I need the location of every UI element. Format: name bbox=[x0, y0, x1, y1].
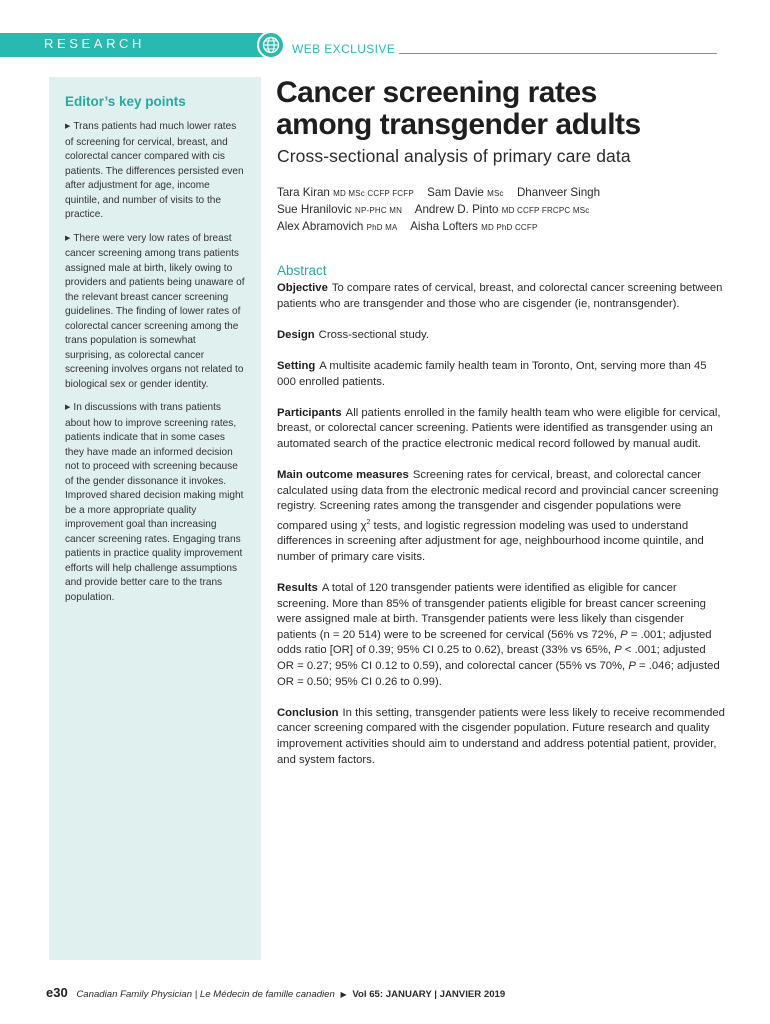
author-name: Tara Kiran bbox=[277, 186, 330, 199]
sidebar-title: Editor’s key points bbox=[65, 94, 186, 109]
key-point: ▶ Trans patients had much lower rates of screening for cervical, breast, and colorectal cancer compared with cis patients. The differences persisted even after adjustment for age, income quintile, and number of visits to the practice. bbox=[65, 121, 244, 220]
abstract-participants: Participants All patients enrolled in the family health team who were eligible for cervical, breast, or colorectal cancer screening. Patients were identified as transgender using an automated search of the practice electronic medical record followed by manual audit. bbox=[277, 406, 721, 450]
author-name: Andrew D. Pinto bbox=[414, 203, 499, 216]
author-row bbox=[277, 219, 737, 236]
author-name: Aisha Lofters bbox=[410, 220, 478, 233]
globe-icon bbox=[257, 31, 285, 59]
abstract-main-outcome-measures: Main outcome measures Screening rates for cervical, breast, and colorectal cancer calculated using data from the electronic medical record and provincial cancer screening registry. Screening rates among the transgender and cisgender populations were compared using $\chi^2$ tests, and logistic regression modeling was used to understand differences in screening after adjustment for age, neighbourhood income quintile, and number of primary care visits. bbox=[277, 469, 719, 563]
journal-name: Canadian Family Physician | Le Médecin de famille canadien bbox=[76, 989, 335, 1000]
author-name: Dhanveer Singh bbox=[516, 186, 601, 199]
page-number: e30 bbox=[46, 985, 68, 1000]
abstract-setting: Setting A multisite academic family health team in Toronto, Ont, serving more than 45 000 enrolled patients. bbox=[277, 359, 707, 388]
author-credentials: MD MSc CCFP FCFP bbox=[333, 189, 414, 198]
key-point: ▶ There were very low rates of breast cancer screening among trans patients assigned male at birth, likely owing to providers and patients being unaware of the relevant breast cancer screening guidelines. The finding of lower rates of colorectal cancer screening among the trans population is somewhat surprising, as colorectal cancer screening involves organs not related to biological sex or gender identity. bbox=[65, 232, 245, 390]
bullet-icon: ▶ bbox=[65, 404, 71, 411]
editors-key-points-box bbox=[49, 77, 261, 960]
web-exclusive-label: WEB EXCLUSIVE bbox=[292, 42, 396, 56]
bullet-icon: ▶ bbox=[65, 234, 71, 242]
author-credentials: MD PhD CCFP bbox=[481, 223, 538, 232]
page-footer bbox=[46, 985, 505, 1000]
author-row bbox=[277, 202, 737, 219]
bullet-icon: ▶ bbox=[65, 123, 71, 130]
author-row bbox=[277, 185, 737, 202]
abstract-design: Design Cross-sectional study. bbox=[277, 328, 429, 341]
author-credentials: MSc bbox=[487, 189, 504, 198]
author-credentials: NP-PHC MN bbox=[354, 206, 403, 215]
author-name: Sam Davie bbox=[427, 186, 484, 199]
author-credentials: MD CCFP FRCPC MSc bbox=[501, 206, 590, 215]
issue-info: Vol 65: JANUARY | JANVIER 2019 bbox=[352, 989, 506, 1000]
author-name: Sue Hranilovic bbox=[277, 203, 352, 216]
author-credentials: PhD MA bbox=[366, 223, 398, 232]
article-subtitle: Cross-sectional analysis of primary care data bbox=[277, 146, 631, 166]
abstract-results: Results A total of 120 transgender patients were identified as eligible for cancer screening. More than 85% of transgender patients eligible for breast cancer screening were assigned male at birth. Transgender patients were less likely than cisgender patients (n = 20 514) were to be screened for cervical (56% vs 72%, P = .001; adjusted odds ratio [OR] of 0.39; 95% CI 0.25 to 0.62), breast (33% vs 65%, P < .001; adjusted OR = 0.27; 95% CI 0.12 to 0.59), and colorectal cancer (55% vs 70%, P = .046; adjusted OR = 0.50; 95% CI 0.26 to 0.99). bbox=[277, 582, 720, 688]
section-label: RESEARCH bbox=[44, 36, 146, 51]
key-point: ▶ In discussions with trans patients about how to improve screening rates, patients indicate that in some cases they have made an informed decision not to proceed with screening because of the gender dissonance it invokes. Improved shared decision making might be a more appropriate quality improvement goal than increasing cancer screening rates. Engaging trans patients in practice quality improvement efforts will help challenge assumptions and provide better care to the trans population. bbox=[65, 402, 244, 603]
arrow-right-icon: ▶ bbox=[340, 990, 347, 999]
article-title: Cancer screening rates among transgender adults bbox=[276, 76, 641, 141]
header-divider bbox=[399, 53, 717, 54]
abstract-body bbox=[277, 281, 725, 784]
abstract-objective: Objective To compare rates of cervical, breast, and colorectal cancer screening between patients who are transgender and those who are cisgender (ie, nontransgender). bbox=[277, 282, 723, 310]
abstract-heading: Abstract bbox=[277, 263, 327, 278]
section-banner bbox=[0, 33, 268, 57]
author-list bbox=[277, 185, 737, 236]
abstract-conclusion: Conclusion In this setting, transgender patients were less likely to receive recommended cancer screening compared with the cisgender population. Future research and quality improvement activities should aim to understand and address potential patient, provider, and system factors. bbox=[277, 706, 725, 766]
author-name: Alex Abramovich bbox=[277, 220, 364, 233]
